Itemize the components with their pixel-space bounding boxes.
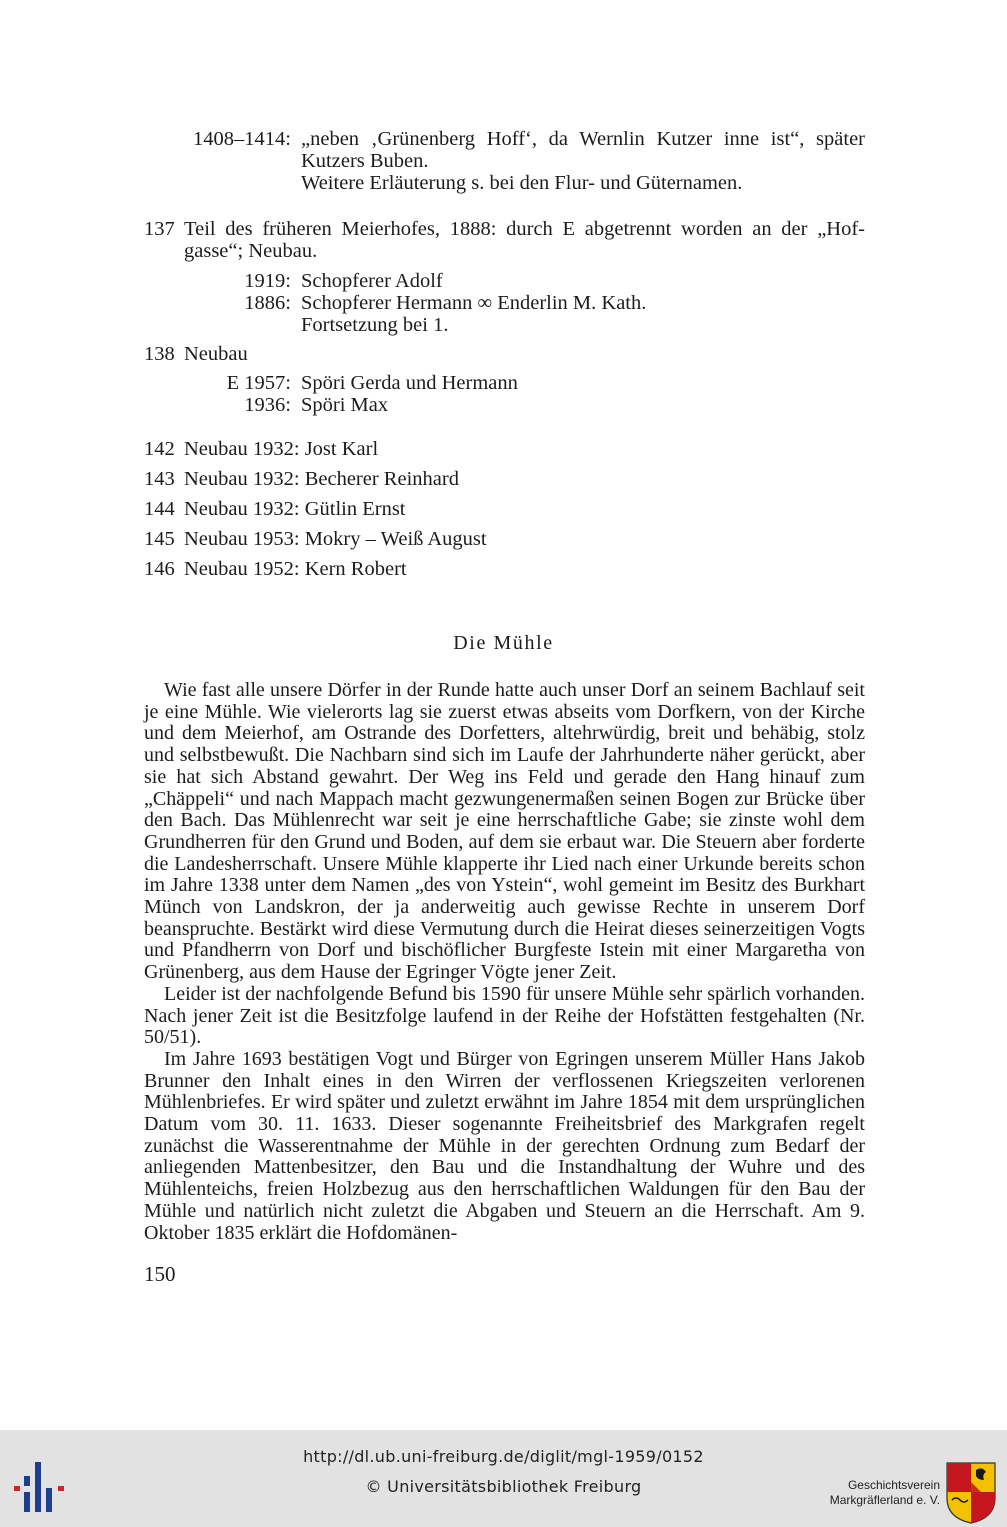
entry-number: 137: [144, 218, 175, 240]
paragraph: Im Jahre 1693 bestätigen Vogt und Bürger von Egringen unserem Müller Hans Jakob Brunner den Inhalt eines in den Wirren der verflossenen Kriegszeiten verlorenen Mühlenbriefes. Er wird später und zuletzt erwähnt im Jahre 1854 mit dem ursprünglichen Datum vom 30. 11. 1633. Dieser sogenannte Freiheitsbrief des Markgrafen regelt zunächst die Wasserentnahme der Mühle in der gerechten Ordnung zum Bedarf der anliegenden Mattenbesitzer, den Bau und die Instandhaltung der Wuhre und des Mühlenteichs, freien Holzbezug aus den herrschaftlichen Waldungen für den Bau der Mühle und natürlich nicht zuletzt die Abgaben und Steuern an die Herrschaft. Am 9. Oktober 1835 erklärt die Hofdomänen-: [144, 1047, 865, 1244]
owner-year: 1936:: [244, 394, 291, 416]
body-text: [144, 680, 865, 1244]
entry-text: Neubau 1932: Becherer Reinhard: [184, 468, 459, 490]
entry-text: Neubau 1953: Mokry – Weiß August: [184, 528, 487, 550]
entry-number: 138: [144, 343, 175, 365]
copyright-text: © Universitätsbibliothek Freiburg: [365, 1477, 642, 1496]
continuation-note: Fortsetzung bei 1.: [301, 314, 449, 336]
source-url-link[interactable]: http://dl.ub.uni-freiburg.de/diglit/mgl-1959/0152: [303, 1447, 704, 1466]
society-name: [800, 1478, 940, 1508]
entry-text: Weitere Erläuterung s. bei den Flur- und Güternamen.: [301, 172, 743, 194]
owner-name: Schopferer Hermann ∞ Enderlin M. Kath.: [301, 292, 647, 314]
society-name-line: Markgräflerland e. V.: [829, 1493, 940, 1507]
owner-name: Spöri Gerda und Hermann: [301, 372, 518, 394]
owner-year: 1919:: [244, 270, 291, 292]
entry-number: 145: [144, 528, 175, 550]
entry-text: Neubau: [184, 343, 248, 365]
society-name-line: Geschichtsverein: [847, 1478, 940, 1492]
entry-text: Neubau 1932: Jost Karl: [184, 438, 379, 460]
entry-text: Kutzers Buben.: [301, 150, 429, 172]
entry-number: 142: [144, 438, 175, 460]
entry-number: 144: [144, 498, 175, 520]
owner-year: 1886:: [244, 292, 291, 314]
entry-number: 146: [144, 558, 175, 580]
entry-text: gasse“; Neubau.: [184, 240, 318, 262]
entry-text: Neubau 1932: Gütlin Ernst: [184, 498, 406, 520]
owner-name: Spöri Max: [301, 394, 389, 416]
page-number: 150: [144, 1262, 176, 1286]
owner-year: E 1957:: [226, 372, 291, 394]
entry-years: 1408–1414:: [193, 128, 291, 150]
owner-name: Schopferer Adolf: [301, 270, 443, 292]
entry-text: Neubau 1952: Kern Robert: [184, 558, 407, 580]
section-title: Die Mühle: [453, 632, 554, 654]
entry-text: Teil des früheren Meierhofes, 1888: durch E abgetrennt worden an der „Hof-: [184, 218, 865, 240]
coat-of-arms-icon: [946, 1462, 996, 1524]
entry-number: 143: [144, 468, 175, 490]
paragraph: Leider ist der nachfolgende Befund bis 1590 für unsere Mühle sehr spärlich vorhanden. Nach jener Zeit ist die Besitzfolge laufend in der Reihe der Hofstätten festgehalten (Nr. 50/51).: [144, 982, 865, 1049]
footer-bar: [0, 1430, 1007, 1527]
paragraph: Wie fast alle unsere Dörfer in der Runde hatte auch unser Dorf an seinem Bachlauf seit je eine Mühle. Wie vielerorts lag sie zuerst etwas abseits vom Dorfkern, von der Kirche und dem Meierhof, am Ostrande des Dorfetters, altehrwürdig, breit und behäbig, stolz und selbstbewußt. Die Nachbarn sind sich im Laufe der Jahrhunderte näher gerückt, aber sie hat sich Abstand gewahrt. Der Weg ins Feld und gerade den Hang hinauf zum „Chäppeli“ und nach Mappach macht gezwungenermaßen seinen Bogen zur Brücke über den Bach. Das Mühlenrecht war seit je eine herrschaftliche Gabe; sie zinste wohl dem Grundherren für den Grund und Boden, auf dem sie erbaut war. Die Steuern aber forderte die Landesherrschaft. Unsere Mühle klapperte ihr Lied nach einer Urkunde bereits schon im Jahre 1338 unter dem Namen „des von Ystein“, wohl gemeint im Besitz des Burkhart Münch von Landskron, der ja anderweitig auch gewisse Rechte in unserem Dorf beanspruchte. Bestärkt wird diese Vermutung durch die Heirat dieses seinerzeitigen Vogts und Pfandherrn von Dorf und bischöflicher Burgfeste Istein mit einer Margaretha von Grünenberg, aus dem Hause der Egringer Vögte jener Zeit.: [144, 679, 865, 984]
entry-text: „neben ‚Grünenberg Hoff‘, da Wernlin Kutzer inne ist“, später: [301, 128, 865, 150]
